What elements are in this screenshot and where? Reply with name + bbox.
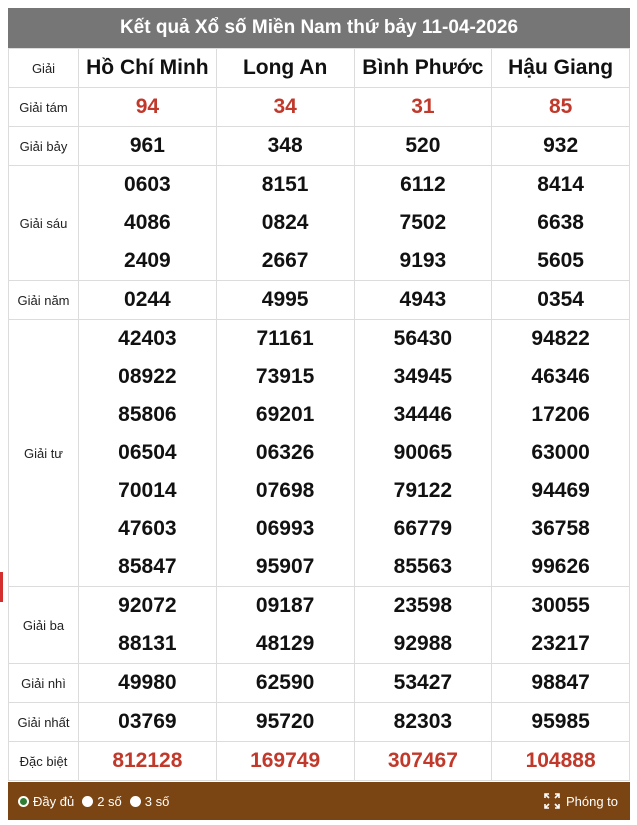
result-number: 06504	[118, 441, 177, 464]
result-number: 63000	[531, 441, 590, 464]
result-cell	[492, 88, 630, 127]
prize-row	[9, 703, 630, 742]
prize-label: Đặc biệt	[9, 742, 79, 781]
result-cell	[492, 703, 630, 742]
result-cell	[79, 88, 217, 127]
prize-label: Giải tư	[9, 320, 79, 587]
result-number: 49980	[118, 671, 177, 694]
result-number: 348	[267, 134, 303, 157]
prize-label: Giải sáu	[9, 166, 79, 281]
result-cell	[216, 320, 354, 587]
result-number: 0603	[124, 173, 171, 196]
result-number: 2409	[124, 249, 171, 272]
result-number: 06326	[255, 441, 315, 464]
result-number: 5605	[537, 249, 584, 272]
result-number: 85	[548, 95, 573, 118]
result-cell	[354, 703, 492, 742]
result-number: 56430	[393, 327, 453, 350]
result-cell	[216, 281, 354, 320]
result-number: 95907	[255, 555, 315, 578]
result-number: 520	[405, 134, 441, 157]
province-header-row	[9, 49, 630, 88]
result-number: 30055	[531, 594, 590, 617]
result-number: 36758	[531, 517, 590, 540]
result-cell	[492, 587, 630, 664]
result-number: 932	[543, 134, 579, 157]
result-number: 6638	[537, 211, 584, 234]
prize-row	[9, 166, 630, 281]
result-number: 70014	[118, 479, 177, 502]
prize-label: Giải tám	[9, 88, 79, 127]
province-ho-chi-minh[interactable]: Hồ Chí Minh	[79, 49, 217, 88]
radio-icon[interactable]	[82, 796, 93, 807]
zoom-button[interactable]	[544, 782, 618, 820]
result-cell	[492, 127, 630, 166]
result-cell	[492, 281, 630, 320]
result-number: 47603	[118, 517, 177, 540]
result-number: 66779	[393, 517, 453, 540]
result-number: 9193	[399, 249, 447, 272]
result-number: 4995	[261, 288, 309, 311]
result-number: 8414	[537, 173, 584, 196]
result-cell	[79, 127, 217, 166]
digit-option[interactable]	[18, 794, 74, 809]
result-number: 48129	[255, 632, 315, 655]
result-cell	[79, 742, 217, 781]
result-cell	[79, 664, 217, 703]
result-number: 85847	[118, 555, 177, 578]
special-prize-number: 169749	[250, 749, 321, 772]
results-panel	[8, 8, 630, 781]
results-table	[8, 48, 630, 781]
result-cell	[216, 664, 354, 703]
result-number: 90065	[393, 441, 453, 464]
prize-row	[9, 127, 630, 166]
result-cell	[492, 320, 630, 587]
result-cell	[492, 664, 630, 703]
result-cell	[216, 88, 354, 127]
results-title: Kết quả Xổ số Miền Nam thứ bảy 11-04-2026	[8, 8, 630, 48]
result-number: 79122	[393, 479, 453, 502]
result-cell	[79, 587, 217, 664]
special-prize-number: 104888	[525, 749, 596, 772]
result-cell	[79, 281, 217, 320]
result-number: 03769	[118, 710, 177, 733]
result-number: 08922	[118, 365, 177, 388]
expand-icon	[544, 793, 560, 809]
result-cell	[216, 703, 354, 742]
result-cell	[354, 127, 492, 166]
prize-row	[9, 320, 630, 587]
result-number: 6112	[400, 173, 446, 196]
result-number: 31	[411, 95, 435, 118]
result-number: 42403	[118, 327, 177, 350]
prize-label: Giải nhì	[9, 664, 79, 703]
result-number: 8151	[261, 173, 309, 196]
result-number: 94	[135, 95, 160, 118]
result-number: 71161	[256, 327, 314, 350]
special-prize-number: 307467	[387, 749, 458, 772]
result-number: 94469	[531, 479, 590, 502]
digit-option-label: 3 số	[144, 793, 170, 809]
prize-row	[9, 587, 630, 664]
result-number: 99626	[531, 555, 590, 578]
result-number: 85563	[393, 555, 453, 578]
result-cell	[216, 166, 354, 281]
result-number: 82303	[393, 710, 453, 733]
result-cell	[79, 703, 217, 742]
result-number: 94822	[531, 327, 590, 350]
digit-options	[18, 782, 177, 820]
options-bar	[8, 782, 630, 820]
prize-label: Giải năm	[9, 281, 79, 320]
digit-option-label: 2 số	[97, 793, 122, 809]
result-cell	[354, 88, 492, 127]
digit-option[interactable]	[130, 794, 170, 809]
result-cell	[354, 166, 492, 281]
result-cell	[216, 587, 354, 664]
result-number: 92988	[393, 632, 453, 655]
side-accent-bar	[0, 572, 3, 602]
result-number: 17206	[531, 403, 590, 426]
result-cell	[216, 742, 354, 781]
prize-label: Giải ba	[9, 587, 79, 664]
result-number: 06993	[255, 517, 315, 540]
result-number: 34945	[393, 365, 453, 388]
result-number: 0354	[537, 288, 584, 311]
radio-icon[interactable]	[130, 796, 141, 807]
result-number: 95720	[255, 710, 315, 733]
prize-row	[9, 281, 630, 320]
result-number: 07698	[255, 479, 315, 502]
result-number: 62590	[255, 671, 315, 694]
province-hau-giang[interactable]: Hậu Giang	[492, 49, 630, 88]
prize-row	[9, 88, 630, 127]
prize-row	[9, 664, 630, 703]
result-number: 4086	[124, 211, 171, 234]
result-number: 23598	[393, 594, 453, 617]
result-number: 34446	[393, 403, 453, 426]
result-number: 23217	[531, 632, 590, 655]
result-cell	[354, 587, 492, 664]
result-number: 46346	[531, 365, 590, 388]
result-number: 85806	[118, 403, 177, 426]
result-cell	[354, 320, 492, 587]
result-number: 0824	[261, 211, 309, 234]
result-cell	[492, 742, 630, 781]
zoom-label: Phóng to	[565, 793, 618, 809]
province-binh-phuoc[interactable]: Bình Phước	[354, 49, 492, 88]
result-number: 7502	[399, 211, 447, 234]
result-cell	[354, 742, 492, 781]
result-number: 53427	[393, 671, 453, 694]
result-cell	[354, 281, 492, 320]
result-number: 34	[273, 95, 297, 118]
result-cell	[79, 320, 217, 587]
result-number: 88131	[118, 632, 177, 655]
result-number: 73915	[255, 365, 315, 388]
prize-column-header: Giải	[9, 49, 79, 88]
result-number: 69201	[255, 403, 315, 426]
result-number: 0244	[124, 288, 171, 311]
special-prize-number: 812128	[112, 749, 183, 772]
result-number: 92072	[118, 594, 177, 617]
result-number: 09187	[255, 594, 315, 617]
result-cell	[354, 664, 492, 703]
result-number: 4943	[399, 288, 447, 311]
result-number: 95985	[531, 710, 590, 733]
result-cell	[216, 127, 354, 166]
digit-option[interactable]	[82, 794, 122, 809]
result-number: 2667	[261, 249, 309, 272]
digit-option-label: Đầy đủ	[33, 793, 75, 809]
prize-label: Giải bảy	[9, 127, 79, 166]
radio-checked-icon[interactable]	[18, 796, 29, 807]
result-number: 961	[129, 134, 165, 157]
result-number: 98847	[531, 671, 590, 694]
prize-row	[9, 742, 630, 781]
prize-label: Giải nhất	[9, 703, 79, 742]
result-cell	[79, 166, 217, 281]
result-cell	[492, 166, 630, 281]
province-long-an[interactable]: Long An	[216, 49, 354, 88]
